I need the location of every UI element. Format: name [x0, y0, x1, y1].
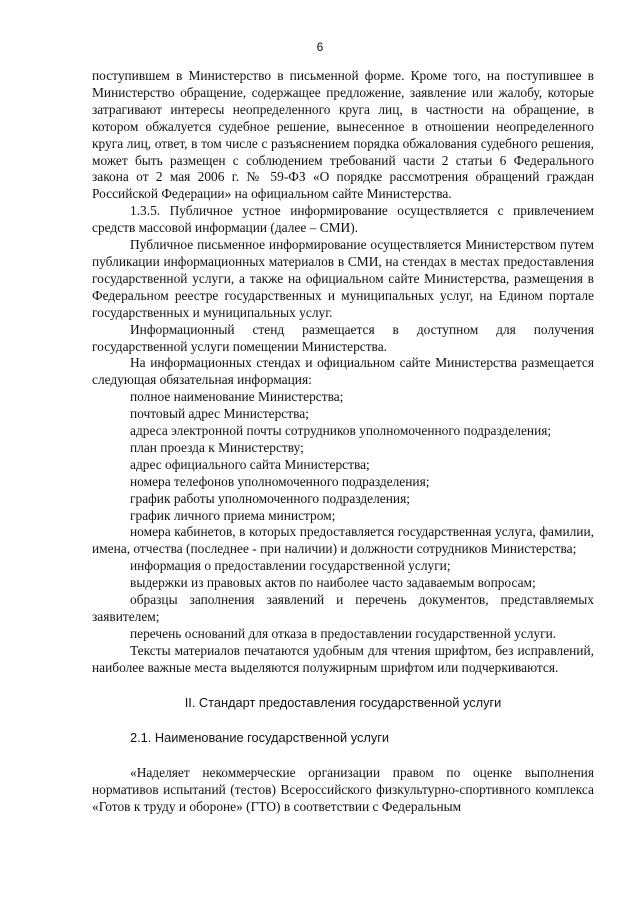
list-item: номера кабинетов, в которых предоставляется государственная услуга, фамилии, имена, отчества (последнее - при наличии) и должности сотрудников Министерства; [92, 524, 594, 557]
section-heading: II. Стандарт предоставления государственной услуги [184, 694, 502, 710]
list-item: график работы уполномоченного подразделения; [130, 490, 410, 506]
document-body [92, 68, 594, 816]
paragraph: Публичное письменное информирование осуществляется Министерством путем публикации информационных материалов в СМИ, на стендах в местах предоставления государственной услуги, а также на официальном сайте Министерства, размещения в Федеральном реестре государственных и муниципальных услуг, на Едином портале государственных и муниципальных услуг. [92, 237, 594, 320]
paragraph: Тексты материалов печатаются удобным для чтения шрифтом, без исправлений, наиболее важные места выделяются полужирным шрифтом или подчеркиваются. [92, 642, 594, 675]
list-item: почтовый адрес Министерства; [130, 406, 309, 422]
paragraph: На информационных стендах и официальном сайте Министерства размещается следующая обязательная информация: [92, 355, 594, 388]
subsection-heading: 2.1. Наименование государственной услуги [130, 729, 390, 745]
list-item: информация о предоставлении государственной услуги; [130, 558, 451, 574]
paragraph: поступившем в Министерство в письменной форме. Кроме того, на поступившее в Министерство обращение, содержащее предложение, заявление или жалобу, которые затрагивают интересы неопределенного круга лиц, в частности на обращение, в котором обжалуется судебное решение, вынесенное в отношении неопределенного круга лиц, ответ, в том числе с разъяснением порядка обжалования судебного решения, может быть размещен с соблюдением требований части 2 статьи 6 Федерального закона от 2 мая 2006 г. № 59-ФЗ «О порядке рассмотрения обращений граждан Российской Федерации» на официальном сайте Министерства. [92, 68, 594, 202]
list-item: график личного приема министром; [130, 507, 336, 523]
paragraph: 1.3.5. Публичное устное информирование осуществляется с привлечением средств массовой информации (далее – СМИ). [92, 203, 594, 236]
list-item: адреса электронной почты сотрудников уполномоченного подразделения; [130, 423, 552, 439]
list-item: выдержки из правовых актов по наиболее часто задаваемым вопросам; [130, 575, 536, 591]
page-number: 6 [316, 40, 324, 54]
list-item: полное наименование Министерства; [130, 389, 344, 405]
list-item: номера телефонов уполномоченного подразделения; [130, 473, 430, 489]
list-item: перечень оснований для отказа в предоставлении государственной услуги. [130, 625, 557, 641]
list-item: адрес официального сайта Министерства; [130, 456, 370, 472]
paragraph: Информационный стенд размещается в доступном для получения государственной услуги помещении Министерства. [92, 321, 594, 354]
paragraph: «Наделяет некоммерческие организации правом по оценке выполнения нормативов испытаний (тестов) Всероссийского физкультурно-спортивного комплекса «Готов к труду и обороне» (ГТО) в соответствии с Федеральным [92, 765, 594, 815]
list-item: образцы заполнения заявлений и перечень документов, представляемых заявителем; [92, 592, 594, 624]
list-item: план проезда к Министерству; [130, 439, 304, 455]
